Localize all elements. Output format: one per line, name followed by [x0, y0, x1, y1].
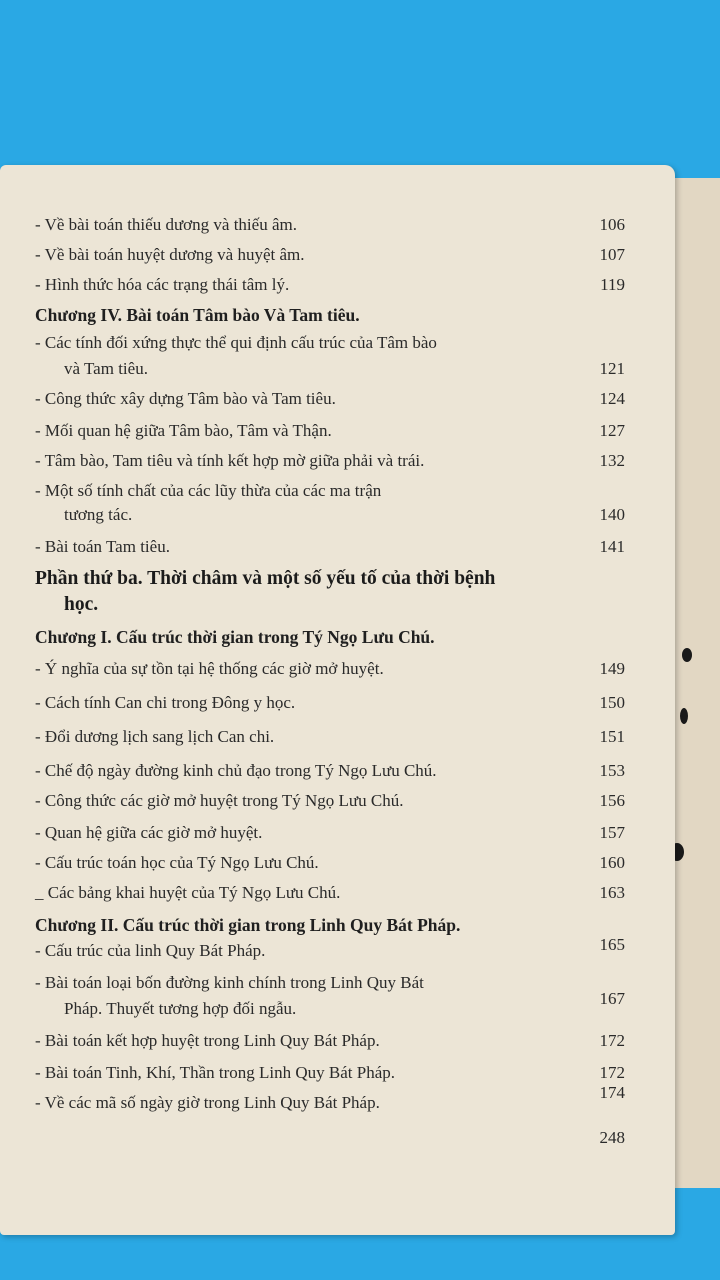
toc-entry-page: 157	[599, 823, 625, 842]
page-number: 248	[599, 1128, 625, 1147]
toc-entry-title: - Mối quan hệ giữa Tâm bào, Tâm và Thận.	[35, 421, 332, 440]
toc-entry-page: 153	[599, 761, 625, 780]
ink-mark	[680, 708, 688, 724]
toc-entry-page: 106	[599, 215, 625, 234]
ink-mark	[682, 648, 692, 662]
toc-entry-title: Chương IV. Bài toán Tâm bào Và Tam tiêu.	[35, 305, 360, 325]
toc-entry-title: - Bài toán Tam tiêu.	[35, 537, 170, 556]
toc-entry-title: - Về các mã số ngày giờ trong Linh Quy Bát Pháp.	[35, 1093, 380, 1112]
toc-entry-page: 172	[599, 1031, 625, 1050]
toc-entry-title: và Tam tiêu.	[64, 359, 148, 378]
toc-entry-title: - Bài toán Tinh, Khí, Thần trong Linh Quy Bát Pháp.	[35, 1063, 395, 1082]
toc-entry-page: 140	[599, 505, 625, 524]
toc-entry-page: 127	[599, 421, 625, 440]
toc-entry-page: 141	[599, 537, 625, 556]
toc-entry-title: Chương I. Cấu trúc thời gian trong Tý Ngọ Lưu Chú.	[35, 627, 435, 647]
toc-entry-title: - Về bài toán thiếu dương và thiếu âm.	[35, 215, 297, 234]
toc-entry-title: - Chế độ ngày đường kinh chủ đạo trong Tý Ngọ Lưu Chú.	[35, 761, 437, 780]
toc-entry-page: 174	[599, 1083, 625, 1102]
toc-entry-page: 167	[599, 989, 625, 1008]
toc-entry-title: - Ý nghĩa của sự tồn tại hệ thống các giờ mở huyệt.	[35, 659, 384, 678]
toc-entry-title: Pháp. Thuyết tương hợp đối ngẫu.	[64, 999, 297, 1018]
toc-entry-title: - Công thức các giờ mở huyệt trong Tý Ngọ Lưu Chú.	[35, 791, 404, 810]
toc-entry-title: Chương II. Cấu trúc thời gian trong Linh Quy Bát Pháp.	[35, 915, 461, 935]
book-page	[0, 165, 675, 1235]
toc-entry-title: - Cấu trúc của linh Quy Bát Pháp.	[35, 941, 266, 960]
toc-entry-title: - Một số tính chất của các lũy thừa của các ma trận	[35, 481, 382, 500]
toc-entry-title: - Về bài toán huyệt dương và huyệt âm.	[35, 245, 305, 264]
toc-entry-title: - Bài toán kết hợp huyệt trong Linh Quy Bát Pháp.	[35, 1031, 380, 1050]
toc-entry-page: 160	[599, 853, 625, 872]
toc-entry-page: 156	[599, 791, 625, 810]
toc-entry-title: Phần thứ ba. Thời châm và một số yếu tố của thời bệnh	[35, 568, 496, 589]
toc-entry-title: _ Các bảng khai huyệt của Tý Ngọ Lưu Chú.	[35, 883, 341, 902]
toc-entry-page: 132	[599, 451, 625, 470]
toc-entry-title: - Cấu trúc toán học của Tý Ngọ Lưu Chú.	[35, 853, 319, 872]
toc-entry-title: - Cách tính Can chi trong Đông y học.	[35, 693, 296, 712]
toc-entry-page: 151	[599, 727, 625, 746]
toc-entry-title: - Bài toán loại bốn đường kinh chính trong Linh Quy Bát	[35, 973, 424, 992]
toc-entry-page: 119	[600, 275, 625, 294]
toc-entry-title: tương tác.	[64, 505, 133, 524]
toc-entry-title: - Đổi dương lịch sang lịch Can chi.	[35, 727, 275, 746]
toc-entry-title: học.	[64, 594, 99, 615]
toc-entry-page: 121	[599, 359, 625, 378]
toc-entry-title: - Hình thức hóa các trạng thái tâm lý.	[35, 275, 290, 294]
toc-entry-title: - Các tính đối xứng thực thể qui định cấu trúc của Tâm bào	[35, 333, 437, 352]
toc-entry-title: - Tâm bào, Tam tiêu và tính kết hợp mờ giữa phải và trái.	[35, 451, 425, 470]
toc-entry-page: 124	[599, 389, 625, 408]
toc-entry-title: - Quan hệ giữa các giờ mở huyệt.	[35, 823, 263, 842]
toc-entry-page: 172	[599, 1063, 625, 1082]
toc-entry-page: 149	[599, 659, 625, 678]
toc-entry-page: 150	[599, 693, 625, 712]
toc-entry-title: - Công thức xây dựng Tâm bào và Tam tiêu.	[35, 389, 336, 408]
toc-entry-page: 107	[599, 245, 625, 264]
toc-entry-page: 163	[599, 883, 625, 902]
toc-entry-page: 165	[599, 935, 625, 954]
